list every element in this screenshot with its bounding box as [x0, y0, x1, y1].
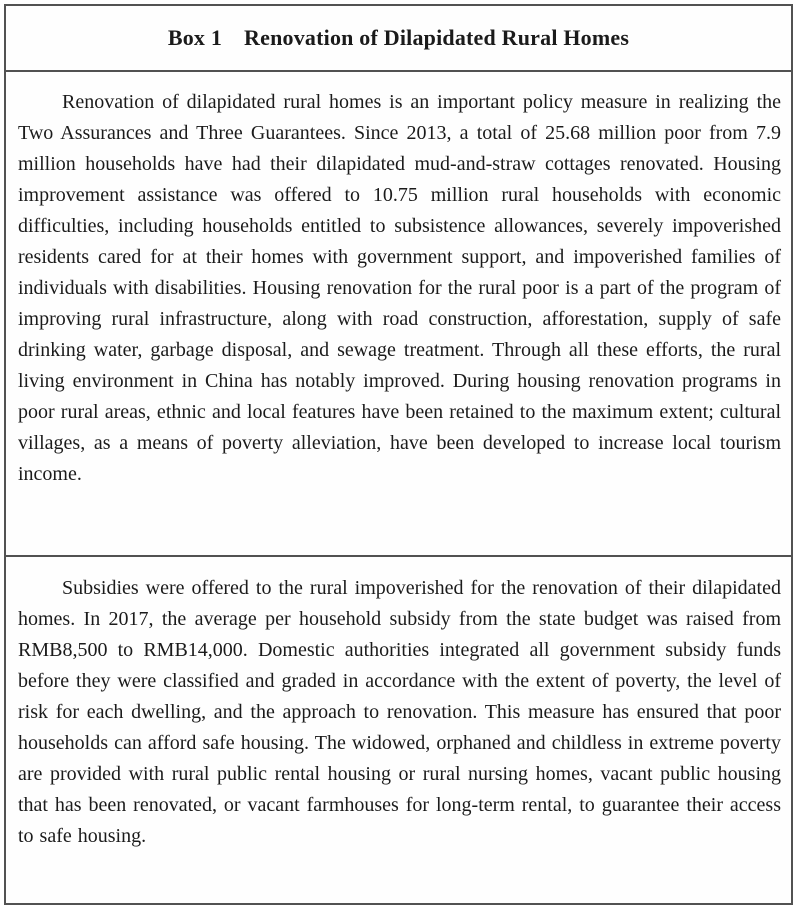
- box1-document: [4, 4, 793, 905]
- box-title-text: Renovation of Dilapidated Rural Homes: [244, 25, 630, 50]
- paragraph-2: Subsidies were offered to the rural impoverished for the renovation of their dilapidated homes. In 2017, the average per household subsidy from the state budget was raised from RMB8,500 to RMB14,000. Domestic authorities integrated all government subsidy funds before they were classified and graded in accordance with the extent of poverty, the level of risk for each dwelling, and the approach to renovation. This measure has ensured that poor households can afford safe housing. The widowed, orphaned and childless in extreme poverty are provided with rural public rental housing or rural nursing homes, vacant public housing that has been renovated, or vacant farmhouses for long-term rental, to guarantee their access to safe housing.: [18, 577, 781, 847]
- box-section-2: [6, 557, 791, 901]
- box-title-row: [6, 6, 791, 72]
- paragraph-1: Renovation of dilapidated rural homes is an important policy measure in realizing the Two Assurances and Three Guarantees. Since 2013, a total of 25.68 million poor from 7.9 million households have had their dilapidated mud-and-straw cottages renovated. Housing improvement assistance was offered to 10.75 million rural households with economic difficulties, including households entitled to subsistence allowances, severely impoverished residents cared for at their homes with government support, and impoverished families of individuals with disabilities. Housing renovation for the rural poor is a part of the program of improving rural infrastructure, along with road construction, afforestation, supply of safe drinking water, garbage disposal, and sewage treatment. Through all these efforts, the rural living environment in China has notably improved. During housing renovation programs in poor rural areas, ethnic and local features have been retained to the maximum extent; cultural villages, as a means of poverty alleviation, have been developed to increase local tourism income.: [18, 91, 781, 485]
- box-title-label: Box 1: [167, 25, 223, 50]
- box-section-1: [6, 72, 791, 557]
